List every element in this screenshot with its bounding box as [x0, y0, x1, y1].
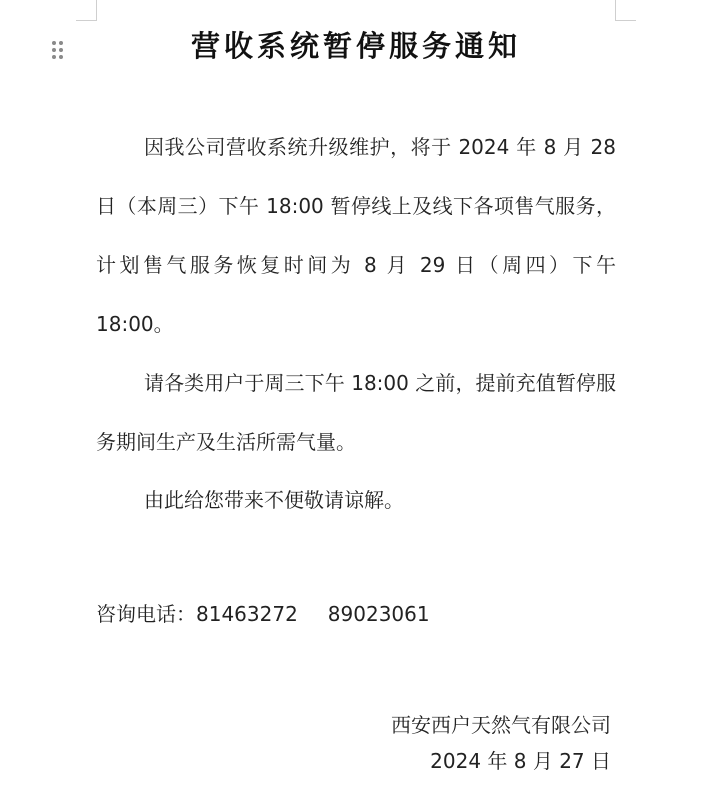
contact-line	[96, 598, 430, 627]
contact-phone-2: 89023061	[327, 602, 430, 626]
contact-label: 咨询电话：	[96, 602, 196, 626]
notice-paragraph-3: 由此给您带来不便敬请谅解。	[144, 488, 404, 512]
page-corner-mark-right	[615, 0, 636, 21]
signature-block	[391, 707, 611, 779]
page-corner-mark-left	[76, 0, 97, 21]
notice-paragraph-2: 请各类用户于周三下午 18:00 之前，提前充值暂停服务期间生产及生活所需气量。	[96, 371, 616, 454]
document-title: 营收系统暂停服务通知	[190, 29, 521, 63]
contact-phone-1: 81463272	[196, 602, 298, 626]
signature-company: 西安西户天然气有限公司	[391, 713, 611, 737]
drag-handle-icon[interactable]	[52, 41, 64, 59]
signature-date: 2024 年 8 月 27 日	[430, 749, 611, 773]
notice-paragraph-1: 因我公司营收系统升级维护，将于 2024 年 8 月 28 日（本周三）下午 18:00 暂停线上及线下各项售气服务，计划售气服务恢复时间为 8 月 29 日（周四）下午 18:00。	[96, 135, 616, 336]
